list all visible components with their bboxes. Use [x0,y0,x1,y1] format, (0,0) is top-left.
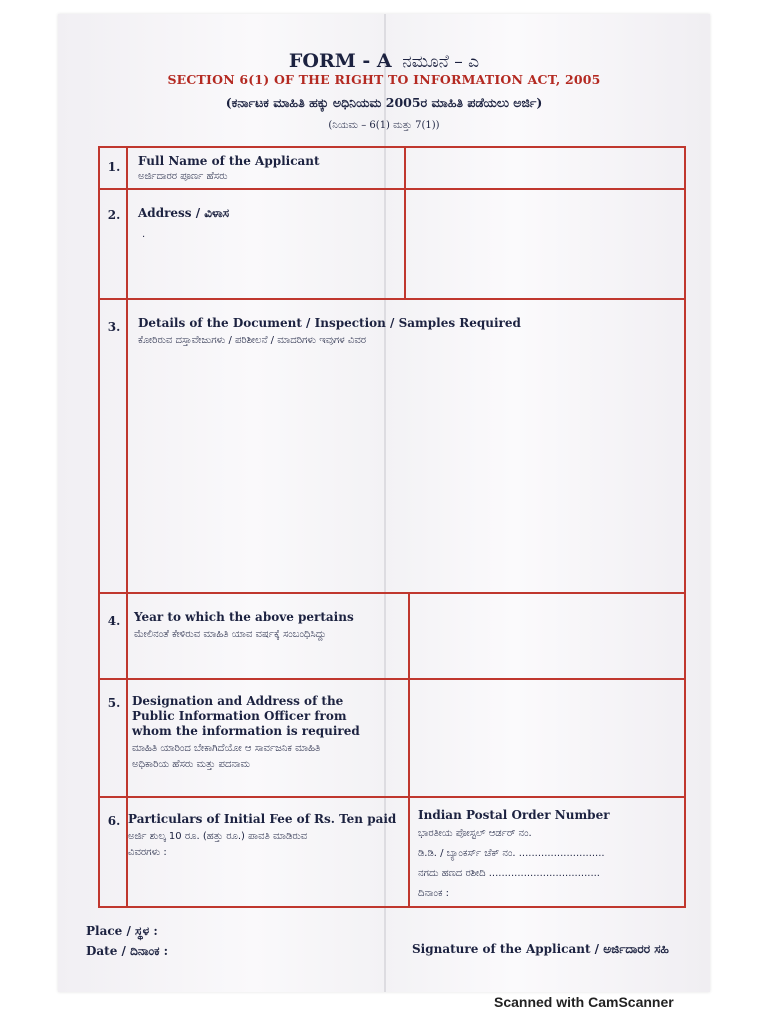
row-3-kannada: ಕೋರಿರುವ ದಸ್ತಾವೇಜುಗಳು / ಪರಿಶೀಲನೆ / ಮಾದರಿಗಳು ಇವುಗಳ ವಿವರ [138,335,367,346]
form-title [0,50,768,72]
row-1-kannada: ಅರ್ಜಿದಾರರ ಪೂರ್ಣ ಹೆಸರು [138,171,228,182]
row-5-label-line-2: Public Information Officer from [132,709,347,723]
row-3-label: Details of the Document / Inspection / Samples Required [138,316,521,330]
application-table [98,146,686,908]
postal-order-kannada: ಭಾರತೀಯ ಪೋಸ್ಟಲ್ ಆರ್ಡರ್ ನಂ. [418,828,532,839]
section-heading: SECTION 6(1) OF THE RIGHT TO INFORMATION ACT, 2005 [167,72,601,87]
address-field[interactable] [406,190,682,298]
date-label: Date / ದಿನಾಂಕ : [86,944,169,958]
year-field[interactable] [410,594,682,678]
camscanner-watermark: Scanned with CamScanner [494,994,674,1010]
row-2-mark: . [142,229,146,240]
row-6-kannada-line-2: ವಿವರಗಳು : [128,847,167,858]
rule-reference: (ನಿಯಮ – 6(1) ಮತ್ತು 7(1)) [328,120,440,131]
applicant-name-field[interactable] [406,148,682,188]
row-6-number: 6. [107,814,121,828]
place-label: Place / ಸ್ಥಳ : [86,924,158,938]
row-4-number: 4. [107,614,121,628]
row-3-number: 3. [107,320,121,334]
postal-order-label: Indian Postal Order Number [418,808,610,822]
kannada-title: (ಕರ್ನಾಟಕ ಮಾಹಿತಿ ಹಕ್ಕು ಅಧಿನಿಯಮ 2005ರ ಮಾಹಿತಿ ಪಡೆಯಲು ಅರ್ಜಿ) [225,95,543,110]
row-5-kannada-line-2: ಅಧಿಕಾರಿಯ ಹೆಸರು ಮತ್ತು ಪದನಾಮ [132,759,251,770]
row-1-label: Full Name of the Applicant [138,154,320,168]
fee-date-line[interactable]: ದಿನಾಂಕ : [418,888,450,899]
row-4-kannada: ಮೇಲಿನಂತೆ ಕೇಳಿರುವ ಮಾಹಿತಿ ಯಾವ ವರ್ಷಕ್ಕೆ ಸಂಬಂಧಿಸಿದ್ದು [134,629,327,640]
pio-details-field[interactable] [410,680,682,796]
form-title-kn: ನಮೂನೆ – ಎ [402,52,480,72]
row-5-number: 5. [107,696,121,710]
cash-receipt-line[interactable]: ನಗದು ಹಣದ ರಶೀದಿ ................................... [418,868,600,879]
row-6-label: Particulars of Initial Fee of Rs. Ten paid [128,812,397,826]
row-2-number: 2. [107,208,121,222]
dd-number-line[interactable]: ಡಿ.ಡಿ. / ಬ್ಯಾಂಕರ್ಸ್ ಚೆಕ್ ನಂ. ........................... [418,848,605,859]
row-divider-2 [100,298,684,300]
row-4-label: Year to which the above pertains [134,610,354,624]
signature-label: Signature of the Applicant / ಅರ್ಜಿದಾರರ ಸಹಿ [412,942,669,956]
row-5-kannada-line-1: ಮಾಹಿತಿ ಯಾರಿಂದ ಬೇಕಾಗಿದೆಯೋ ಆ ಸಾರ್ವಜನಿಕ ಮಾಹಿತಿ [132,743,321,754]
document-details-field[interactable] [128,353,682,591]
row-divider-5 [100,796,684,798]
row-6-kannada-line-1: ಅರ್ಜಿ ಶುಲ್ಕ 10 ರೂ. (ಹತ್ತು ರೂ.) ಪಾವತಿ ಮಾಡಿರುವ [128,831,308,842]
row-1-number: 1. [107,160,121,174]
row-2-label: Address / ವಿಳಾಸ [138,206,230,220]
row-5-label-line-3: whom the information is required [132,724,360,738]
row-5-label-line-1: Designation and Address of the [132,694,344,708]
form-title-en: FORM - A [288,50,392,72]
